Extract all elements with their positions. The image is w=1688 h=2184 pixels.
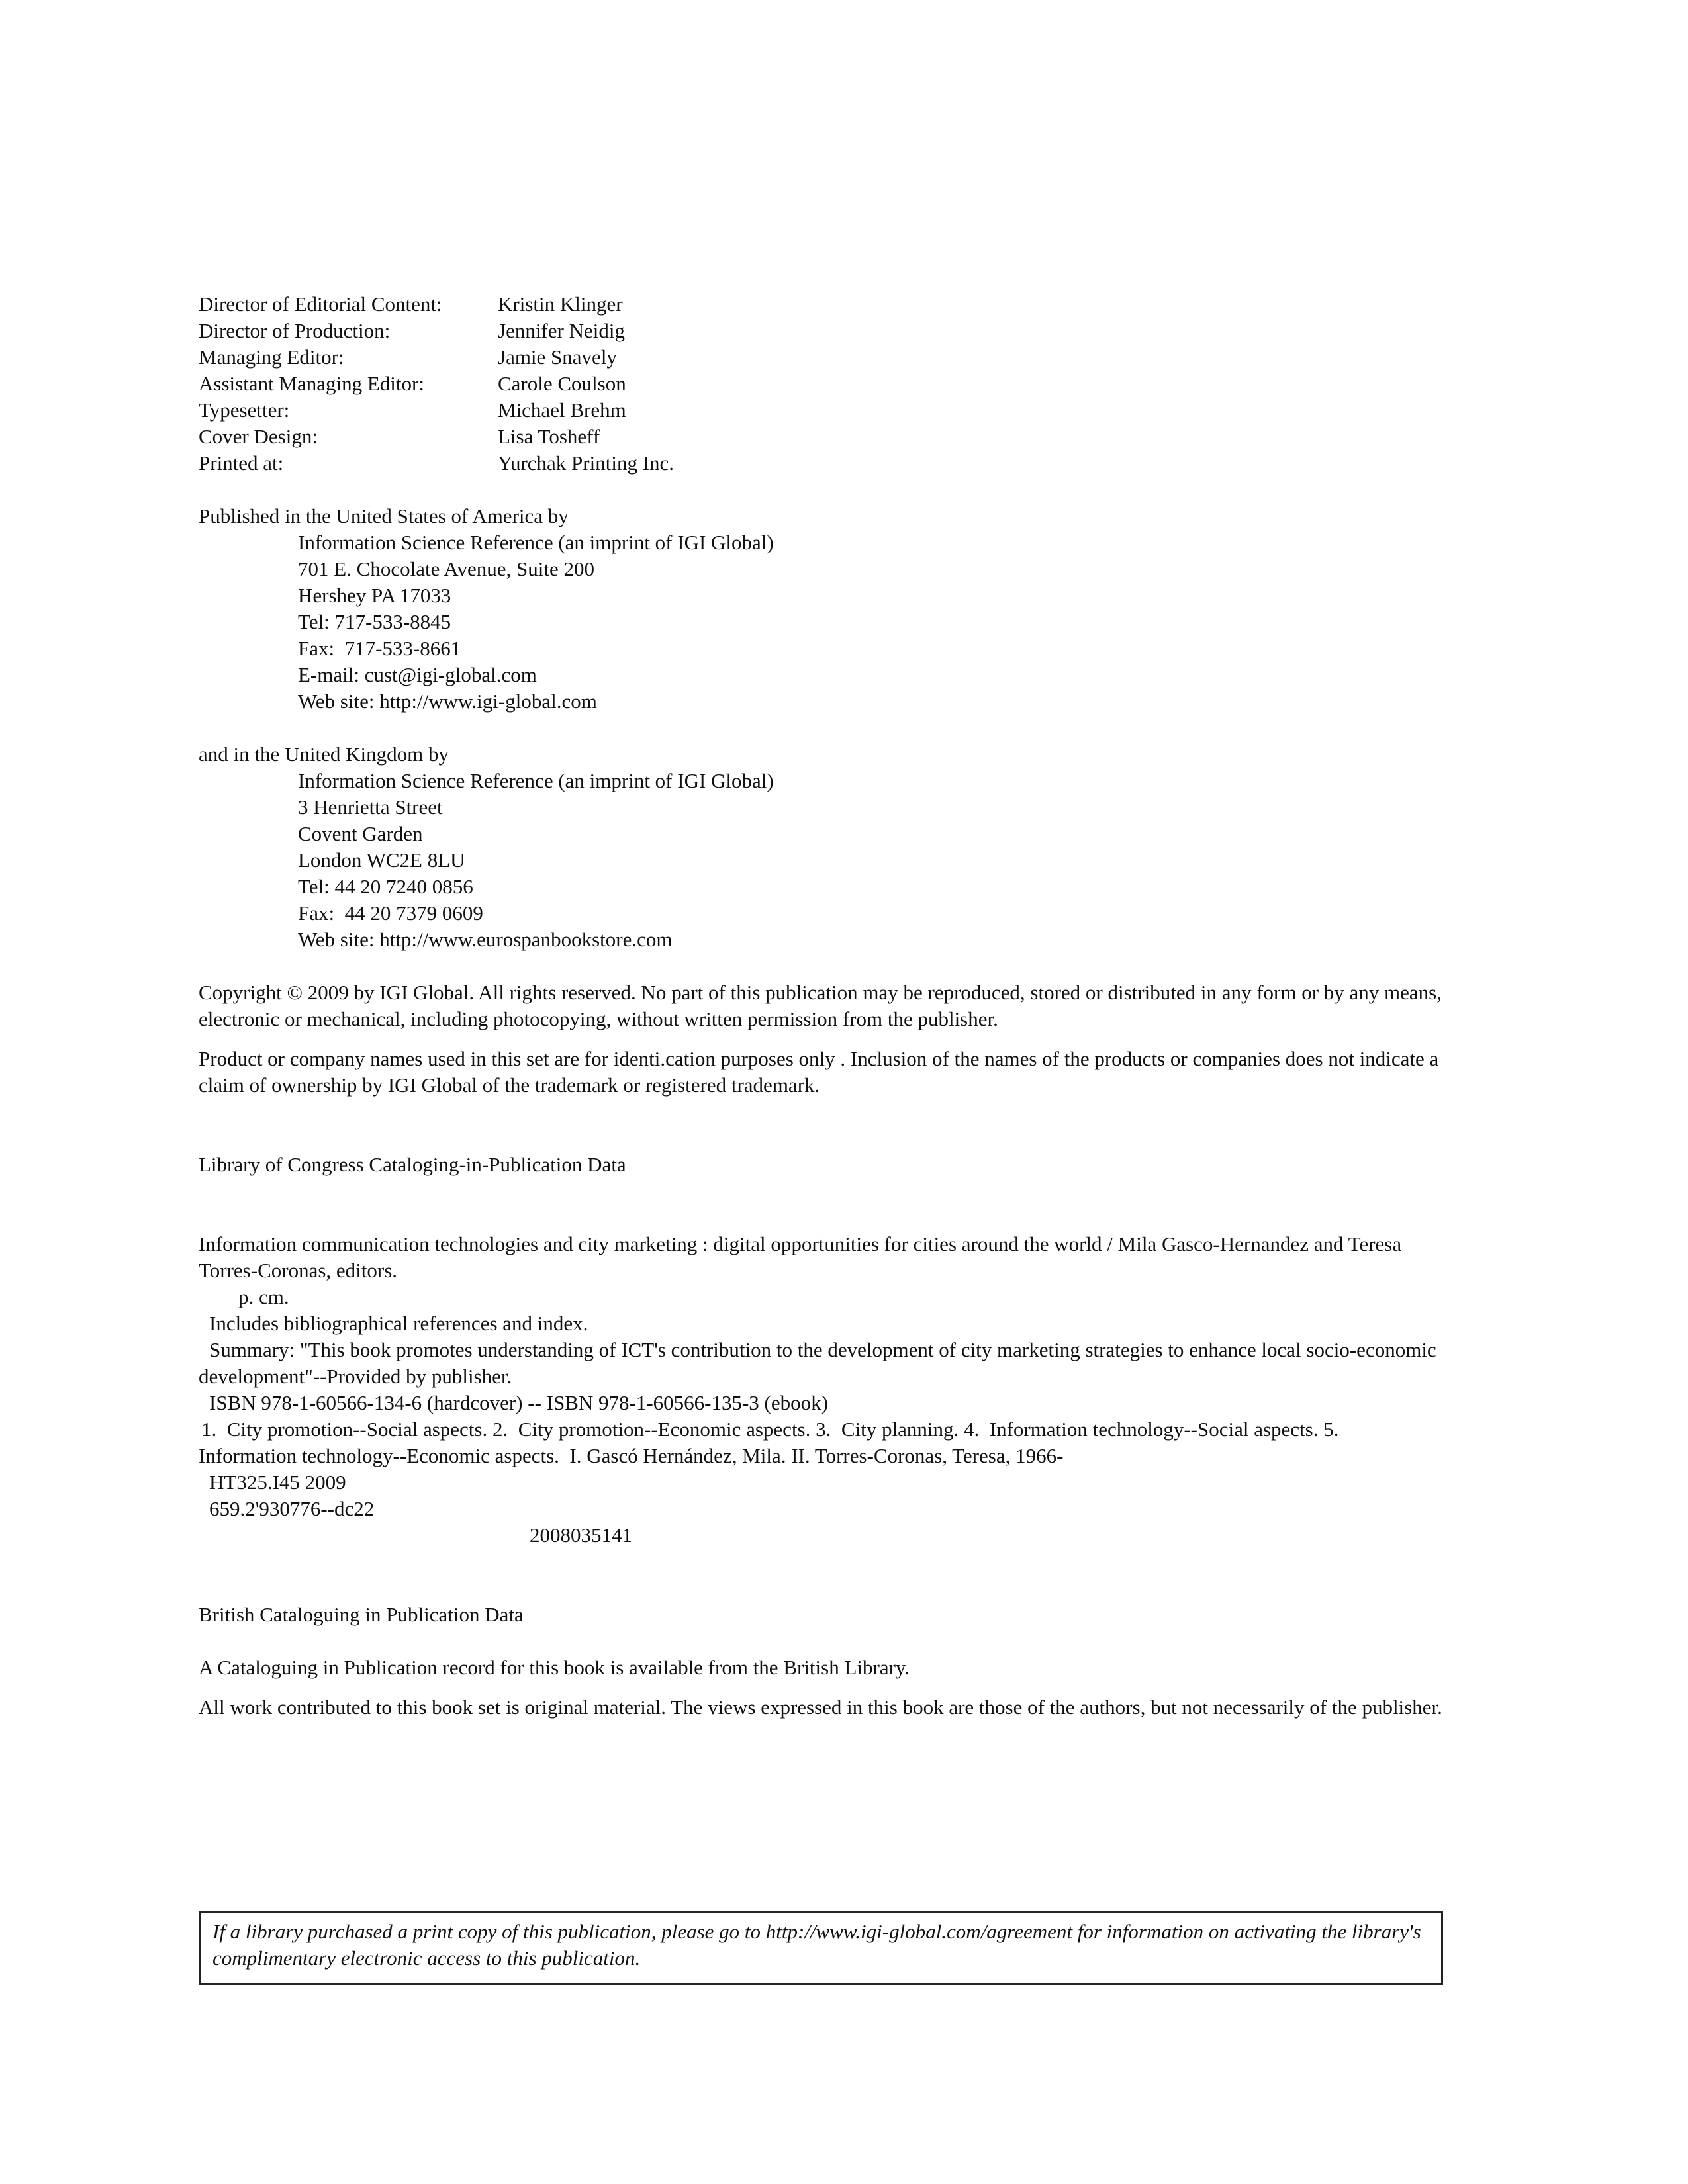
publisher-us-block	[199, 503, 1443, 715]
credit-role: Managing Editor:	[199, 345, 344, 369]
cip-dewey: 659.2'930776--dc22	[209, 1497, 375, 1520]
credit-role: Cover Design:	[199, 425, 318, 448]
address-line: Covent Garden	[298, 822, 423, 845]
cip-includes: Includes bibliographical references and index.	[209, 1312, 588, 1335]
credit-name: Lisa Tosheff	[498, 425, 600, 448]
publisher-uk-address	[199, 768, 1443, 953]
credit-name: Kristin Klinger	[498, 293, 623, 316]
credit-name: Yurchak Printing Inc.	[498, 451, 675, 475]
address-line: Information Science Reference (an imprint of IGI Global)	[298, 531, 774, 554]
publisher-us-heading: Published in the United States of America by	[199, 504, 569, 527]
credit-role: Director of Production:	[199, 319, 391, 342]
address-line: Hershey PA 17033	[298, 584, 451, 607]
address-line: Fax: 44 20 7379 0609	[298, 901, 483, 925]
address-line: Web site: http://www.eurospanbookstore.com	[298, 928, 673, 951]
copyright-page	[199, 291, 1443, 1721]
cip-subjects: 1. City promotion--Social aspects. 2. City promotion--Economic aspects. 3. City planning. 4. Information technology--Social aspects. 5. Information technology--Economic aspects. I. Gascó Hernández, Mila. II. Torres-Coronas, Teresa, 1966-	[199, 1418, 1349, 1467]
address-line: Tel: 44 20 7240 0856	[298, 875, 473, 898]
cip-call-number: HT325.I45 2009	[209, 1471, 346, 1494]
address-line: Fax: 717-533-8661	[298, 637, 461, 660]
credit-role: Director of Editorial Content:	[199, 293, 442, 316]
credits-list	[199, 291, 1443, 477]
trademark-notice: Product or company names used in this set are for identi.cation purposes only . Inclusion of the names of the products or companies does not indicate a claim of ownership by IGI Global of the trademark or registered trademark.	[199, 1047, 1439, 1097]
address-line: Web site: http://www.igi-global.com	[298, 690, 597, 713]
address-line: 701 E. Chocolate Avenue, Suite 200	[298, 557, 594, 580]
publisher-uk-block	[199, 741, 1443, 953]
address-line: London WC2E 8LU	[298, 848, 465, 872]
credit-name: Carole Coulson	[498, 372, 626, 395]
credit-role: Printed at:	[199, 451, 284, 475]
address-line: Tel: 717-533-8845	[298, 610, 451, 633]
address-line: Information Science Reference (an imprint of IGI Global)	[298, 769, 774, 792]
credit-name: Michael Brehm	[498, 398, 626, 422]
lc-heading: Library of Congress Cataloging-in-Publication Data	[199, 1153, 626, 1176]
library-access-notice: If a library purchased a print copy of this publication, please go to http://www.igi-global.com/agreement for information on activating the library's complimentary electronic access to this publication.	[212, 1920, 1421, 1970]
cip-lccn: 2008035141	[530, 1524, 632, 1547]
british-heading: British Cataloguing in Publication Data	[199, 1603, 524, 1626]
credit-role: Assistant Managing Editor:	[199, 372, 424, 395]
cip-record	[199, 1231, 1443, 1549]
cip-isbn: ISBN 978-1-60566-134-6 (hardcover) -- ISBN 978-1-60566-135-3 (ebook)	[209, 1391, 828, 1414]
original-material-notice: All work contributed to this book set is original material. The views expressed in this book are those of the authors, but not necessarily of the publisher.	[199, 1696, 1442, 1719]
cip-title-entry: Information communication technologies and city marketing : digital opportunities for cities around the world / Mila Gasco-Hernandez and Teresa Torres-Coronas, editors.	[199, 1232, 1402, 1282]
library-access-notice-box	[199, 1911, 1443, 1985]
credit-role: Typesetter:	[199, 398, 290, 422]
address-line: E-mail: cust@igi-global.com	[298, 663, 537, 686]
credit-name: Jamie Snavely	[498, 345, 617, 369]
address-line: 3 Henrietta Street	[298, 796, 443, 819]
british-text: A Cataloguing in Publication record for this book is available from the British Library.	[199, 1656, 910, 1679]
publisher-us-address	[199, 529, 1443, 715]
credit-name: Jennifer Neidig	[498, 319, 625, 342]
cip-pcm: p. cm.	[238, 1285, 289, 1308]
cip-summary: Summary: "This book promotes understanding of ICT's contribution to the development of city marketing strategies to enhance local socio-economic development"--Provided by publisher.	[199, 1338, 1436, 1388]
copyright-notice: Copyright © 2009 by IGI Global. All rights reserved. No part of this publication may be reproduced, stored or distributed in any form or by any means, electronic or mechanical, including photocopying, without written permission from the publisher.	[199, 981, 1442, 1030]
publisher-uk-heading: and in the United Kingdom by	[199, 743, 449, 766]
